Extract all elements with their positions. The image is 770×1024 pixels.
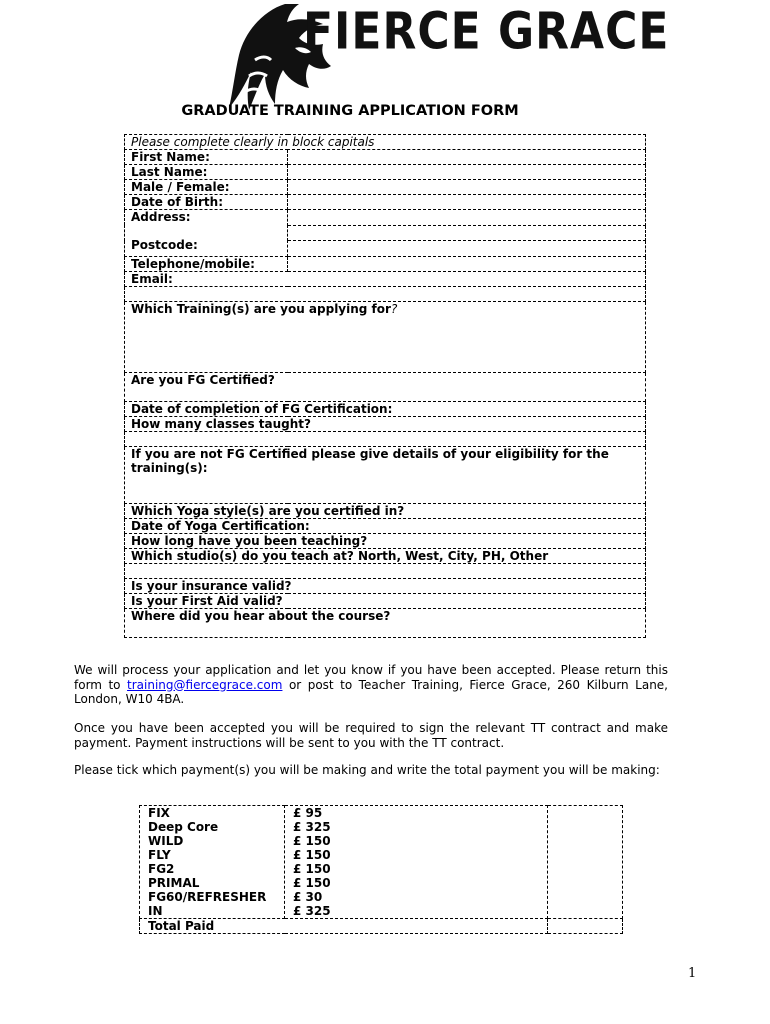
process-text-1: We will process your application and let you know if you have been accepted. Please return this form to xyxy=(74,663,668,692)
payment-price: £ 150 xyxy=(293,848,331,862)
process-text-2: or post to Teacher Training, Fierce Grace, 260 Kilburn Lane, London, W10 4BA. xyxy=(74,677,668,706)
instruction-text: Please complete clearly in block capitals xyxy=(125,135,646,150)
payment-items-cell xyxy=(140,806,285,919)
address-label: Address: xyxy=(131,210,191,224)
dob-field[interactable] xyxy=(288,195,646,210)
first-aid-label[interactable]: Is your First Aid valid? xyxy=(125,594,646,609)
blank-row-2[interactable] xyxy=(125,564,646,579)
training-cell[interactable] xyxy=(125,302,646,373)
payment-item: FG60/REFRESHER xyxy=(148,890,267,904)
postcode-label: Postcode: xyxy=(131,238,198,252)
eligibility-label[interactable]: If you are not FG Certified please give details of your eligibility for the training(s): xyxy=(125,447,646,504)
yoga-cert-date-label[interactable]: Date of Yoga Certification: xyxy=(125,519,646,534)
payment-price: £ 150 xyxy=(293,862,331,876)
contract-paragraph: Once you have been accepted you will be required to sign the relevant TT contract and make payment. Payment instructions will be sent to you with the TT contract. xyxy=(74,721,668,750)
last-name-field[interactable] xyxy=(288,165,646,180)
teaching-length-label[interactable]: How long have you been teaching? xyxy=(125,534,646,549)
address-cell xyxy=(125,210,288,257)
application-form-table xyxy=(124,134,646,638)
payment-item: WILD xyxy=(148,834,184,848)
insurance-label[interactable]: Is your insurance valid? xyxy=(125,579,646,594)
payment-price: £ 30 xyxy=(293,890,323,904)
studios-label[interactable]: Which studio(s) do you teach at? North, West, City, PH, Other xyxy=(125,549,646,564)
payment-item: FIX xyxy=(148,806,170,820)
fierce-grace-logo xyxy=(225,0,670,112)
process-paragraph xyxy=(74,663,668,707)
page-title: GRADUATE TRAINING APPLICATION FORM xyxy=(181,103,519,119)
payment-table xyxy=(139,805,623,934)
payment-instruction-paragraph: Please tick which payment(s) you will be making and write the total payment you will be making: xyxy=(74,763,660,777)
training-question-mark: ? xyxy=(390,302,398,316)
payment-prices-cell xyxy=(285,806,548,919)
last-name-label: Last Name: xyxy=(125,165,288,180)
payment-item: FG2 xyxy=(148,862,175,876)
payment-item: FLY xyxy=(148,848,171,862)
hear-about-label[interactable]: Where did you hear about the course? xyxy=(125,609,646,638)
gender-label: Male / Female: xyxy=(125,180,288,195)
blank-row-1[interactable] xyxy=(125,432,646,447)
payment-price: £ 325 xyxy=(293,820,331,834)
gender-field[interactable] xyxy=(288,180,646,195)
page-number: 1 xyxy=(688,966,697,981)
yoga-style-label[interactable]: Which Yoga style(s) are you certified in? xyxy=(125,504,646,519)
postcode-field[interactable] xyxy=(288,241,646,257)
email-label: Email: xyxy=(125,272,646,287)
logo-wordmark: FIERCE GRACE xyxy=(303,2,670,61)
address-field-2[interactable] xyxy=(288,225,646,241)
fg-certified-label[interactable]: Are you FG Certified? xyxy=(125,373,646,402)
payment-price: £ 150 xyxy=(293,834,331,848)
total-paid-field[interactable] xyxy=(548,919,623,934)
email-field[interactable] xyxy=(125,287,646,302)
classes-taught-label[interactable]: How many classes taught? xyxy=(125,417,646,432)
dob-label: Date of Birth: xyxy=(125,195,288,210)
payment-tick-cell[interactable] xyxy=(548,806,623,919)
fg-cert-date-label[interactable]: Date of completion of FG Certification: xyxy=(125,402,646,417)
payment-price: £ 325 xyxy=(293,904,331,918)
payment-item: PRIMAL xyxy=(148,876,200,890)
payment-price: £ 150 xyxy=(293,876,331,890)
training-email-link[interactable]: training@fiercegrace.com xyxy=(127,677,283,692)
payment-item: Deep Core xyxy=(148,820,219,834)
first-name-field[interactable] xyxy=(288,150,646,165)
payment-item: IN xyxy=(148,904,163,918)
address-field-1[interactable] xyxy=(288,210,646,226)
telephone-label: Telephone/mobile: xyxy=(125,257,288,272)
training-label: Which Training(s) are you applying for xyxy=(131,302,391,316)
telephone-field[interactable] xyxy=(288,257,646,272)
first-name-label: First Name: xyxy=(125,150,288,165)
total-paid-label: Total Paid xyxy=(140,919,548,934)
payment-price: £ 95 xyxy=(293,806,323,820)
